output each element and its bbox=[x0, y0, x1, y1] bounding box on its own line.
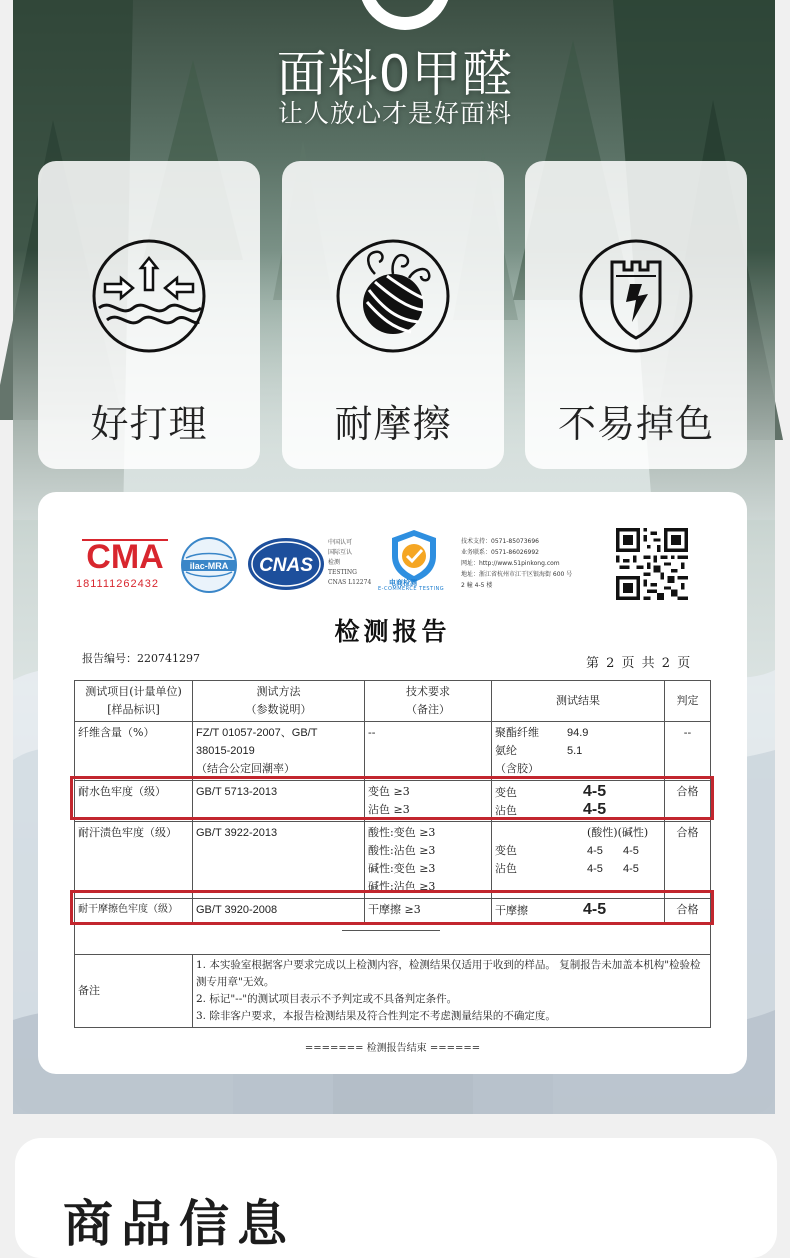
feature-label: 不易掉色 bbox=[557, 402, 714, 446]
test-results-table bbox=[74, 680, 711, 1028]
table-header-row: 测试项目(计量单位) [样品标识] 测试方法 （参数说明） 技术要求 （备注） 测试结果 判定 bbox=[75, 681, 711, 722]
cma-number: 181111262432 bbox=[76, 578, 159, 590]
feature-card-colorfast bbox=[525, 161, 747, 469]
hero-title: 面料0甲醛 bbox=[276, 45, 514, 103]
cnas-label: CNAS bbox=[259, 555, 313, 576]
table-row-rub: 耐干摩擦色牢度（级） GB/T 3920-2008 干摩擦 ≥3 干摩擦 4-5 合格 bbox=[75, 899, 711, 923]
ilac-label: ilac-MRA bbox=[189, 561, 229, 571]
table-row-sweat: 耐汗渍色牢度（级） GB/T 3922-2013 酸性:变色 ≥3 酸性:沾色 ≥3 碱性:变色 ≥3 碱性:沾色 ≥3 (酸性)(碱性) 变色 4-5 4-5 沾色 4-5 4-5 合格 bbox=[75, 822, 711, 899]
ilac-mra-logo bbox=[180, 536, 238, 594]
cma-logo bbox=[78, 536, 172, 576]
note-item: 1. 本实验室根据客户要求完成以上检测内容，检测结果仅适用于收到的样品。 复制报告未加盖本机构"检验检测专用章"无效。 bbox=[196, 959, 701, 988]
yarn-ball-icon bbox=[335, 238, 451, 354]
cnas-info: 中国认可 国际互认 检测 TESTING CNAS L12274 bbox=[328, 539, 372, 586]
feature-card-abrasion bbox=[282, 161, 504, 469]
lab-contact-info: 技术支持：0571-85073696 业务联系：0571-86026992 网址：http://www.51pinkong.com 地址：浙江省杭州市江干区银海街 600 号 2 幢 4-5 楼 bbox=[461, 538, 573, 589]
hero-subtitle: 让人放心才是好面料 bbox=[277, 99, 512, 128]
feature-label: 耐摩擦 bbox=[334, 402, 452, 446]
badge-label: 电商检测 bbox=[389, 579, 417, 587]
cma-label: CMA bbox=[86, 538, 164, 576]
highlight-box-water-fastness bbox=[70, 776, 714, 820]
qr-code[interactable] bbox=[616, 528, 688, 600]
table-row-blank bbox=[75, 923, 711, 955]
table-row-notes: 备注 1. 本实验室根据客户要求完成以上检测内容，检测结果仅适用于收到的样品。 复制报告未加盖本机构"检验检测专用章"无效。 2. 标记"--"的测试项目表示不予判定或不具备判定条件。 3. 除非客户要求，本报告检测结果及符合性判定不考虑测量结果的不确定度。 bbox=[75, 955, 711, 1028]
section-title: 商品信息 bbox=[63, 1195, 295, 1253]
page-number: 第 2 页 共 2 页 bbox=[586, 656, 691, 671]
test-report-card bbox=[38, 492, 747, 1074]
note-item: 3. 除非客户要求，本报告检测结果及符合性判定不考虑测量结果的不确定度。 bbox=[196, 1010, 556, 1022]
cnas-logo bbox=[246, 536, 326, 592]
report-end-marker: ======= 检测报告结束 ====== bbox=[304, 1043, 481, 1054]
report-number: 报告编号：220741297 bbox=[82, 652, 200, 665]
feature-label: 好打理 bbox=[90, 402, 208, 446]
water-resistant-icon bbox=[91, 238, 207, 354]
badge-sublabel: E-COMMERCE TESTING bbox=[378, 586, 445, 592]
table-row-water: 耐水色牢度（级） GB/T 5713-2013 变色 ≥3 沾色 ≥3 变色 4-5 沾色 4-5 合格 bbox=[75, 781, 711, 822]
note-item: 2. 标记"--"的测试项目表示不予判定或不具备判定条件。 bbox=[196, 993, 458, 1005]
divider bbox=[342, 930, 440, 931]
report-title: 检测报告 bbox=[334, 617, 451, 646]
feature-card-easy-care bbox=[38, 161, 260, 469]
product-info-card bbox=[15, 1138, 777, 1258]
certification-logos bbox=[38, 492, 747, 612]
table-row-fiber: 纤维含量（%） FZ/T 01057-2007、GB/T 38015-2019 （结合公定回潮率） -- 聚酯纤维 94.9 氨纶 5.1 （含胶） -- bbox=[75, 722, 711, 781]
highlight-box-rub-fastness bbox=[70, 890, 714, 925]
shield-lightning-icon bbox=[578, 238, 694, 354]
